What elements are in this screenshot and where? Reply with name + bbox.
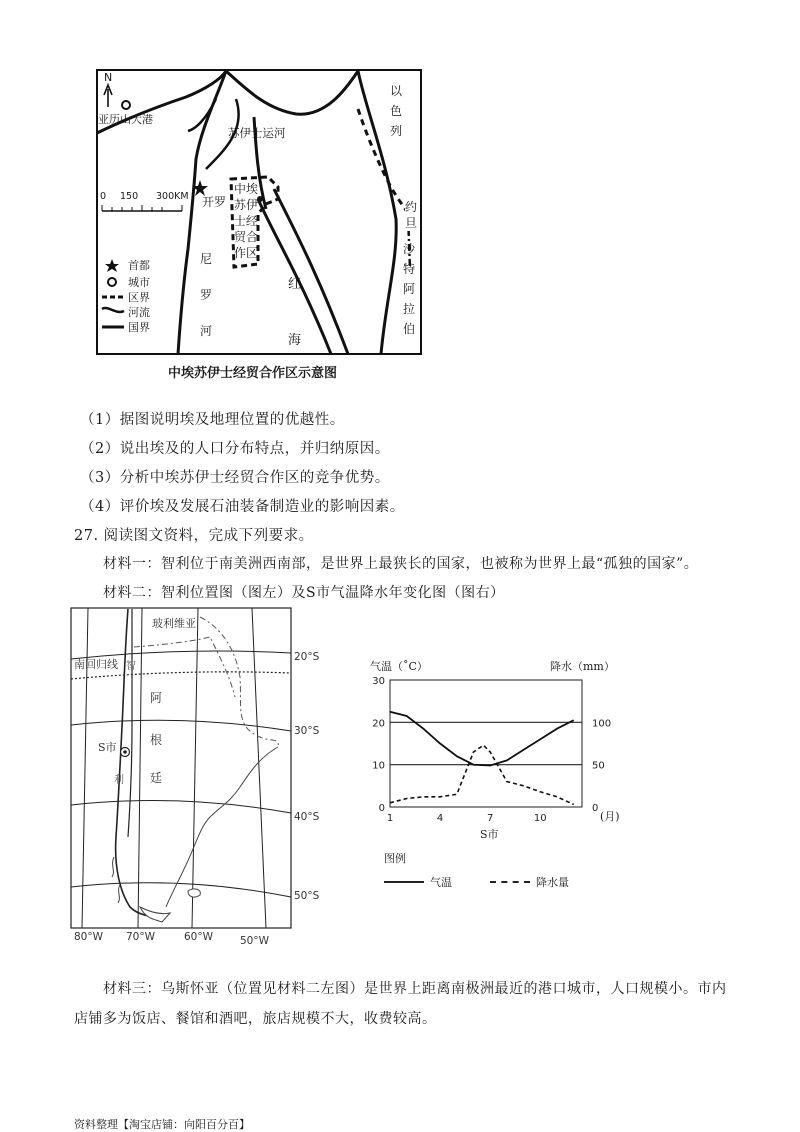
- question-2: （2）说出埃及的人口分布特点，并归纳原因。: [80, 441, 390, 457]
- legend-city: 城市: [128, 276, 150, 289]
- chart-x-unit: (月): [600, 810, 620, 823]
- x-tick-label: 1: [386, 813, 394, 824]
- alexandria-label: 亚历山大港: [98, 113, 153, 126]
- lon-50: 50°W: [240, 935, 269, 947]
- lat-40: 40°S: [294, 811, 320, 823]
- tropic-label: 南回归线: [74, 658, 118, 671]
- legend-zone-boundary: 区界: [128, 291, 150, 304]
- y-left-tick-label: 10: [372, 760, 385, 772]
- chile-map: [70, 607, 330, 947]
- material-2: 材料二：智利位置图（图左）及S市气温降水年变化图（图右）: [103, 585, 505, 601]
- scale-0: 0: [100, 191, 107, 202]
- lat-50: 50°S: [294, 890, 320, 902]
- legend-temp-line: [384, 881, 424, 883]
- israel-label: 以色列: [390, 84, 403, 138]
- jordan-label: 约旦: [405, 200, 418, 230]
- chile-char-2: 利: [114, 775, 124, 786]
- map1-caption: 中埃苏伊士经贸合作区示意图: [168, 366, 338, 381]
- climate-chart: [360, 650, 660, 895]
- suez-canal-label: 苏伊士运河: [228, 126, 286, 140]
- lon-60: 60°W: [184, 931, 213, 943]
- nile-label: 尼罗河: [200, 252, 213, 338]
- series-line-precipitation: [390, 745, 574, 804]
- y-left-tick-label: 20: [372, 718, 385, 730]
- scale-150: 150: [120, 191, 139, 202]
- y-right-tick-label: 0: [592, 803, 599, 814]
- plot-frame: [390, 680, 582, 807]
- legend-capital: 首都: [128, 259, 150, 272]
- x-tick-label: 4: [436, 813, 444, 824]
- egypt-map: [96, 69, 422, 355]
- chart-xlabel: S市: [480, 828, 499, 841]
- chart-legend-title: 图例: [384, 852, 406, 865]
- question-27-title: 27. 阅读图文资料，完成下列要求。: [74, 528, 314, 544]
- y-right-tick-label: 100: [592, 718, 612, 730]
- chart-ylabel-left: 气温（˚C）: [370, 660, 428, 673]
- material-1: 材料一：智利位于南美洲西南部，是世界上最狭长的国家，也被称为世界上最“孤独的国家”。: [103, 556, 699, 572]
- north-label: N: [104, 71, 113, 84]
- cairo-label: 开罗: [202, 195, 227, 209]
- lat-20: 20°S: [294, 651, 320, 663]
- series-line-temperature: [390, 712, 574, 766]
- x-tick-label: 10: [533, 813, 547, 824]
- question-3: （3）分析中埃苏伊士经贸合作区的竞争优势。: [80, 470, 390, 486]
- scale-300: 300KM: [156, 191, 189, 202]
- zone-label: 中埃苏伊士经贸合作区: [234, 182, 259, 260]
- legend-river: 河流: [128, 306, 150, 319]
- legend-precip-line: [490, 881, 530, 883]
- legend-precip-label: 降水量: [536, 876, 569, 889]
- s-city-label: S市: [98, 741, 117, 754]
- legend-temp-label: 气温: [430, 876, 452, 889]
- question-4: （4）评价埃及发展石油装备制造业的影响因素。: [80, 499, 405, 515]
- y-right-tick-label: 50: [592, 760, 605, 772]
- lon-70: 70°W: [126, 931, 155, 943]
- footer-source: 资料整理【淘宝店铺：向阳百分百】: [74, 1118, 250, 1131]
- legend-border: 国界: [128, 321, 150, 334]
- argentina-char-2: 根: [150, 733, 163, 747]
- argentina-char-1: 阿: [150, 691, 163, 705]
- saudi-label: 沙特阿拉伯: [403, 242, 416, 336]
- y-left-tick-label: 30: [372, 676, 385, 687]
- question-1: （1）据图说明埃及地理位置的优越性。: [80, 412, 345, 428]
- x-tick-label: 7: [486, 813, 494, 824]
- y-left-tick-label: 0: [378, 803, 385, 814]
- bolivia-label: 玻利维亚: [152, 617, 196, 630]
- material-3: 材料三：乌斯怀亚（位置见材料二左图）是世界上距离南极洲最近的港口城市，人口规模小。市内店铺多为饭店、餐馆和酒吧，旅店规模不大，收费较高。: [74, 981, 727, 1027]
- chile-char-1: 智: [126, 661, 136, 672]
- chart-ylabel-right: 降水（mm）: [550, 660, 615, 673]
- red-sea-label: 红海: [288, 277, 302, 348]
- lon-80: 80°W: [74, 931, 103, 943]
- argentina-char-3: 廷: [150, 771, 163, 785]
- lat-30: 30°S: [294, 725, 320, 737]
